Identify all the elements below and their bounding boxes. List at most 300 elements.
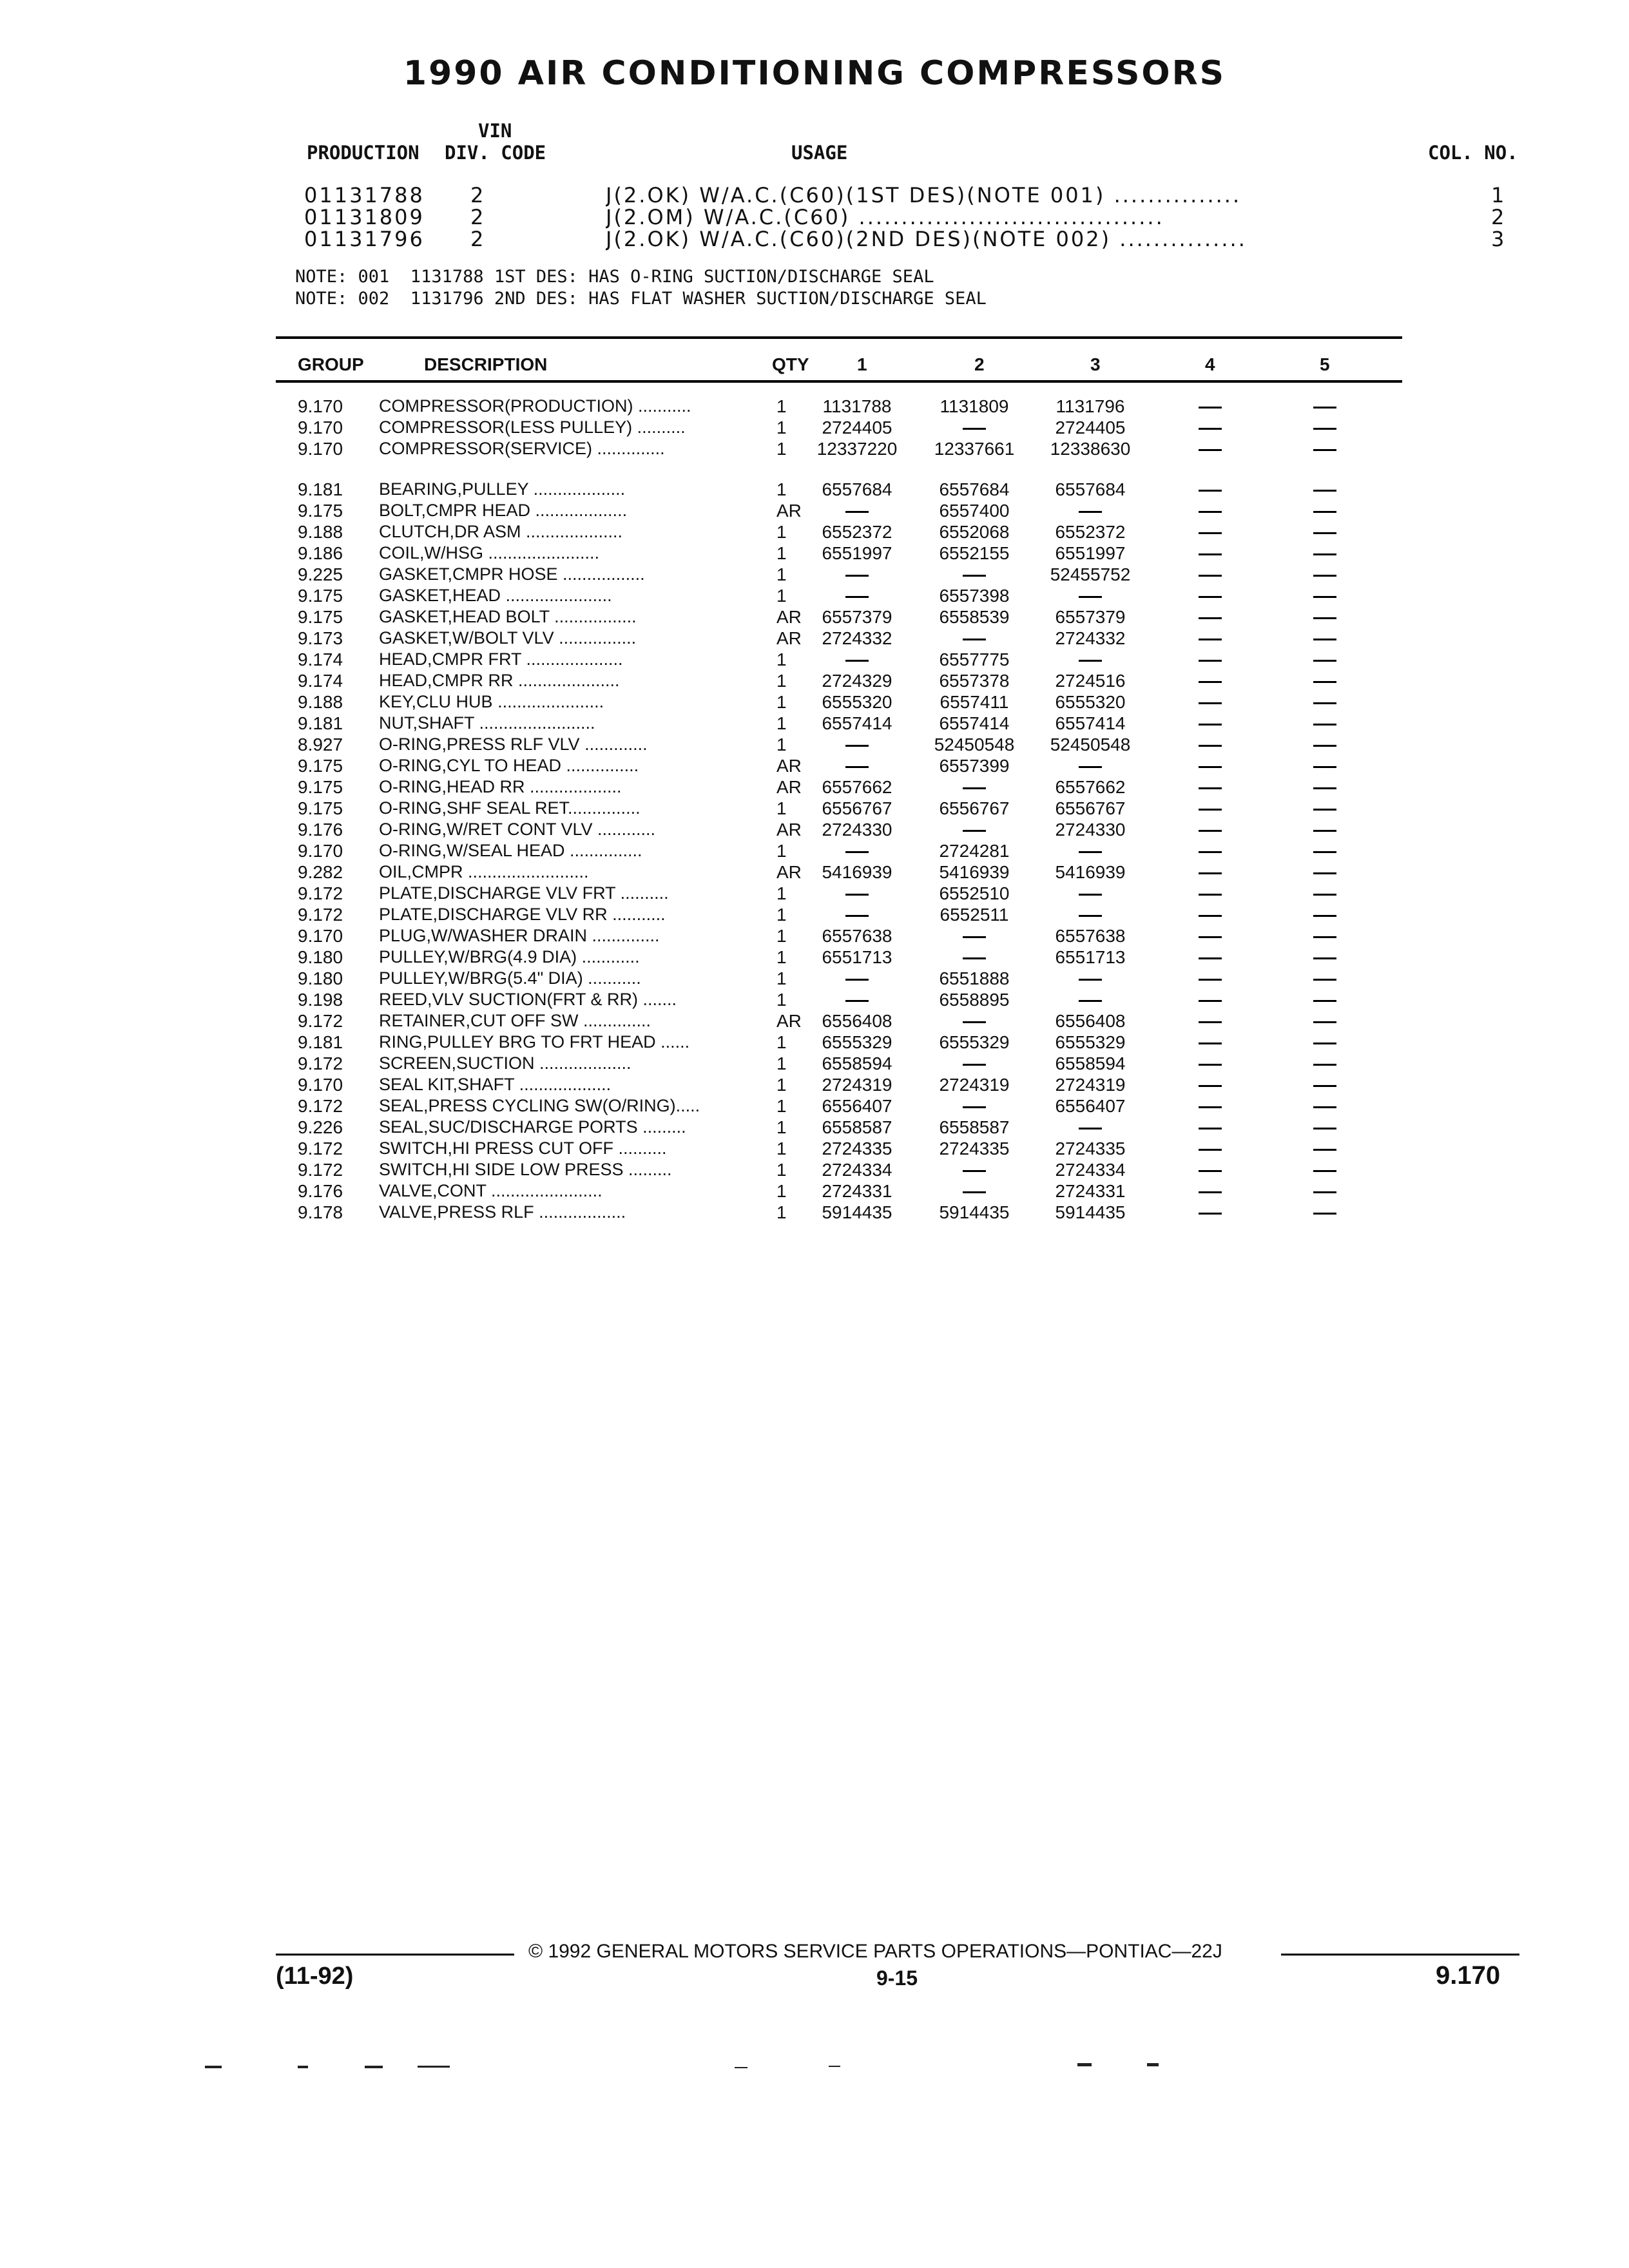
part-description: SWITCH,HI SIDE LOW PRESS ......... — [379, 1160, 672, 1179]
not-applicable-dash — [1306, 989, 1344, 1010]
not-applicable-dash — [916, 628, 1032, 649]
part-number-c1: 5914435 — [822, 1202, 892, 1222]
part-number-c2: 6557398 — [939, 586, 1010, 606]
group-column-header: GROUP — [298, 354, 364, 374]
part-description: O-RING,W/RET CONT VLV ............ — [379, 820, 656, 839]
not-applicable-dash — [799, 500, 915, 521]
table-row — [0, 1053, 1629, 1074]
group-number: 9.226 — [298, 1117, 343, 1137]
part-number-c1: 2724319 — [822, 1075, 892, 1095]
not-applicable-dash — [1032, 989, 1148, 1010]
part-number-c3: 6555329 — [1055, 1032, 1126, 1052]
column-3-header: 3 — [1090, 354, 1101, 374]
not-applicable-dash — [1191, 1202, 1229, 1223]
production-number: 01131796 — [304, 227, 425, 251]
not-applicable-dash — [1306, 798, 1344, 819]
part-number-c2: 6556767 — [939, 798, 1010, 818]
group-number: 9.172 — [298, 1011, 343, 1031]
table-row — [0, 1032, 1629, 1053]
not-applicable-dash — [916, 925, 1032, 947]
not-applicable-dash — [1191, 904, 1229, 925]
scan-artifact — [1147, 2063, 1159, 2066]
not-applicable-dash — [1306, 438, 1344, 459]
part-number-c1: 2724332 — [822, 628, 892, 648]
quantity: 1 — [776, 883, 787, 903]
quantity: 1 — [776, 990, 787, 1010]
scan-artifact — [298, 2066, 308, 2068]
group-number: 8.927 — [298, 735, 343, 754]
group-number: 9.170 — [298, 926, 343, 946]
not-applicable-dash — [799, 840, 915, 861]
table-row — [0, 904, 1629, 925]
table-row — [0, 479, 1629, 500]
quantity: 1 — [776, 947, 787, 967]
quantity: 1 — [776, 841, 787, 861]
quantity: 1 — [776, 1053, 787, 1073]
part-description: GASKET,CMPR HOSE ................. — [379, 564, 645, 584]
not-applicable-dash — [799, 585, 915, 606]
group-number: 9.188 — [298, 522, 343, 542]
group-number: 9.170 — [298, 439, 343, 459]
not-applicable-dash — [916, 947, 1032, 968]
not-applicable-dash — [1191, 1180, 1229, 1202]
table-row — [0, 1138, 1629, 1159]
part-description: PLUG,W/WASHER DRAIN .............. — [379, 926, 660, 945]
group-number: 9.181 — [298, 479, 343, 499]
table-row — [0, 521, 1629, 543]
part-number-c1: 2724335 — [822, 1139, 892, 1158]
not-applicable-dash — [1306, 479, 1344, 500]
part-description: COMPRESSOR(LESS PULLEY) .......... — [379, 418, 686, 437]
part-description: VALVE,CONT ....................... — [379, 1181, 602, 1200]
date-code: (11-92) — [276, 1963, 354, 1990]
column-1-header: 1 — [857, 354, 867, 374]
not-applicable-dash — [1306, 564, 1344, 585]
part-number-c3: 6555320 — [1055, 692, 1126, 712]
division-code: 2 — [470, 205, 486, 229]
part-description: SEAL KIT,SHAFT ................... — [379, 1075, 612, 1094]
quantity: AR — [776, 820, 802, 840]
not-applicable-dash — [1306, 713, 1344, 734]
not-applicable-dash — [1306, 1138, 1344, 1159]
column-number: 3 — [1491, 227, 1507, 251]
scan-artifact — [418, 2066, 450, 2068]
quantity: AR — [776, 1011, 802, 1031]
quantity: 1 — [776, 968, 787, 988]
part-description: NUT,SHAFT ........................ — [379, 713, 595, 733]
part-description: O-RING,SHF SEAL RET............... — [379, 798, 641, 818]
part-description: O-RING,CYL TO HEAD ............... — [379, 756, 639, 775]
not-applicable-dash — [1191, 649, 1229, 670]
not-applicable-dash — [1306, 925, 1344, 947]
group-number: 9.181 — [298, 1032, 343, 1052]
part-description: SEAL,PRESS CYCLING SW(O/RING)..... — [379, 1096, 700, 1115]
part-number-c2: 6557399 — [939, 756, 1010, 776]
table-row — [0, 734, 1629, 755]
not-applicable-dash — [1191, 819, 1229, 840]
part-number-c2: 12337661 — [934, 439, 1015, 459]
not-applicable-dash — [1191, 585, 1229, 606]
group-number: 9.175 — [298, 756, 343, 776]
not-applicable-dash — [1032, 500, 1148, 521]
part-number-c2: 6552511 — [940, 905, 1009, 925]
group-number: 9.176 — [298, 820, 343, 840]
quantity: AR — [776, 628, 802, 648]
group-number: 9.172 — [298, 1096, 343, 1116]
table-row — [0, 947, 1629, 968]
not-applicable-dash — [1306, 1074, 1344, 1095]
part-description: O-RING,HEAD RR ................... — [379, 777, 622, 796]
part-description: PLATE,DISCHARGE VLV RR ........... — [379, 905, 666, 924]
part-number-c1: 6556408 — [822, 1011, 892, 1031]
not-applicable-dash — [799, 883, 915, 904]
part-number-c3: 6558594 — [1055, 1053, 1126, 1073]
part-number-c1: 2724334 — [822, 1160, 892, 1180]
quantity: AR — [776, 777, 802, 797]
part-description: O-RING,PRESS RLF VLV ............. — [379, 735, 648, 754]
table-row — [0, 691, 1629, 713]
scan-artifact — [735, 2067, 747, 2068]
group-number: 9.175 — [298, 798, 343, 818]
not-applicable-dash — [799, 649, 915, 670]
not-applicable-dash — [1306, 1053, 1344, 1074]
table-row — [0, 1159, 1629, 1180]
not-applicable-dash — [1191, 438, 1229, 459]
part-number-c3: 2724319 — [1055, 1075, 1126, 1095]
part-number-c2: 2724335 — [939, 1139, 1010, 1158]
group-number: 9.170 — [298, 396, 343, 416]
not-applicable-dash — [916, 1095, 1032, 1117]
quantity: 1 — [776, 1096, 787, 1116]
not-applicable-dash — [1306, 606, 1344, 628]
table-row — [0, 776, 1629, 798]
not-applicable-dash — [1032, 840, 1148, 861]
quantity: AR — [776, 607, 802, 627]
not-applicable-dash — [1191, 564, 1229, 585]
not-applicable-dash — [1306, 819, 1344, 840]
qty-column-header: QTY — [772, 354, 809, 374]
table-row — [0, 798, 1629, 819]
part-description: COIL,W/HSG ....................... — [379, 543, 600, 562]
group-number: 9.175 — [298, 501, 343, 521]
quantity: 1 — [776, 522, 787, 542]
table-row — [0, 670, 1629, 691]
not-applicable-dash — [916, 1159, 1032, 1180]
not-applicable-dash — [916, 1180, 1032, 1202]
footer-rule-right — [1281, 1954, 1519, 1956]
not-applicable-dash — [1191, 670, 1229, 691]
part-number-c3: 6557684 — [1055, 479, 1126, 499]
description-column-header: DESCRIPTION — [424, 354, 548, 374]
table-top-rule — [276, 336, 1402, 339]
production-number: 01131788 — [304, 183, 425, 207]
not-applicable-dash — [799, 904, 915, 925]
not-applicable-dash — [1191, 734, 1229, 755]
table-row — [0, 1180, 1629, 1202]
not-applicable-dash — [1306, 417, 1344, 438]
not-applicable-dash — [1306, 1180, 1344, 1202]
not-applicable-dash — [1306, 883, 1344, 904]
column-2-header: 2 — [974, 354, 985, 374]
footer-rule-left — [276, 1954, 514, 1956]
part-description: RING,PULLEY BRG TO FRT HEAD ...... — [379, 1032, 690, 1052]
not-applicable-dash — [1306, 755, 1344, 776]
not-applicable-dash — [1306, 1159, 1344, 1180]
part-number-c3: 6557414 — [1055, 713, 1126, 733]
not-applicable-dash — [1306, 840, 1344, 861]
not-applicable-dash — [1191, 861, 1229, 883]
quantity: 1 — [776, 439, 787, 459]
not-applicable-dash — [1191, 1053, 1229, 1074]
quantity: 1 — [776, 586, 787, 606]
not-applicable-dash — [1306, 1032, 1344, 1053]
quantity: AR — [776, 862, 802, 882]
scan-artifact — [205, 2066, 222, 2068]
part-description: KEY,CLU HUB ...................... — [379, 692, 604, 711]
not-applicable-dash — [1032, 585, 1148, 606]
not-applicable-dash — [1306, 734, 1344, 755]
not-applicable-dash — [1191, 776, 1229, 798]
not-applicable-dash — [1306, 1095, 1344, 1117]
not-applicable-dash — [1191, 1032, 1229, 1053]
part-number-c1: 2724329 — [822, 671, 892, 691]
not-applicable-dash — [1191, 691, 1229, 713]
group-number: 9.178 — [298, 1202, 343, 1222]
part-number-c1: 6557379 — [822, 607, 892, 627]
not-applicable-dash — [1306, 521, 1344, 543]
part-number-c1: 6551997 — [822, 543, 892, 563]
not-applicable-dash — [1306, 1117, 1344, 1138]
quantity: 1 — [776, 396, 787, 416]
column-5-header: 5 — [1320, 354, 1330, 374]
part-number-c2: 6555329 — [939, 1032, 1010, 1052]
group-number: 9.180 — [298, 968, 343, 988]
quantity: 1 — [776, 905, 787, 925]
part-description: CLUTCH,DR ASM .................... — [379, 522, 623, 541]
not-applicable-dash — [1306, 396, 1344, 417]
part-description: SCREEN,SUCTION ................... — [379, 1053, 631, 1073]
not-applicable-dash — [1191, 1074, 1229, 1095]
not-applicable-dash — [1191, 543, 1229, 564]
column-4-header: 4 — [1205, 354, 1215, 374]
division-code: 2 — [470, 227, 486, 251]
part-number-c3: 5416939 — [1055, 862, 1126, 882]
part-number-c3: 6556408 — [1055, 1011, 1126, 1031]
quantity: 1 — [776, 649, 787, 669]
column-number: 1 — [1491, 183, 1507, 207]
vin-label: VIN — [478, 120, 512, 142]
part-number-c2: 1131809 — [940, 396, 1009, 416]
page-title: 1990 AIR CONDITIONING COMPRESSORS — [403, 54, 1226, 93]
col-no-header: COL. NO. — [1428, 142, 1518, 164]
table-row — [0, 819, 1629, 840]
table-row — [0, 1010, 1629, 1032]
not-applicable-dash — [1032, 1117, 1148, 1138]
part-number-c1: 6555320 — [822, 692, 892, 712]
not-applicable-dash — [1306, 947, 1344, 968]
part-number-c2: 6558895 — [939, 990, 1010, 1010]
part-number-c2: 2724281 — [939, 841, 1010, 861]
part-number-c1: 6556767 — [822, 798, 892, 818]
not-applicable-dash — [1306, 861, 1344, 883]
part-number-c2: 6557378 — [939, 671, 1010, 691]
not-applicable-dash — [799, 755, 915, 776]
not-applicable-dash — [1191, 968, 1229, 989]
part-number-c3: 2724332 — [1055, 628, 1126, 648]
quantity: 1 — [776, 1139, 787, 1158]
table-row — [0, 840, 1629, 861]
not-applicable-dash — [1306, 670, 1344, 691]
not-applicable-dash — [1191, 521, 1229, 543]
not-applicable-dash — [1306, 1010, 1344, 1032]
part-number-c1: 6557662 — [822, 777, 892, 797]
part-number-c2: 6551888 — [939, 968, 1010, 988]
table-row — [0, 1202, 1629, 1223]
part-description: SEAL,SUC/DISCHARGE PORTS ......... — [379, 1117, 686, 1137]
usage-text: J(2.OK) W/A.C.(C60)(1ST DES)(NOTE 001) ............... — [606, 183, 1242, 207]
not-applicable-dash — [1191, 989, 1229, 1010]
column-number: 2 — [1491, 205, 1507, 229]
production-number: 01131809 — [304, 205, 425, 229]
part-number-c1: 6558594 — [822, 1053, 892, 1073]
part-number-c2: 6552510 — [939, 883, 1010, 903]
part-number-c2: 6557684 — [939, 479, 1010, 499]
table-row — [0, 861, 1629, 883]
not-applicable-dash — [916, 819, 1032, 840]
scan-artifact — [365, 2066, 383, 2068]
not-applicable-dash — [1191, 925, 1229, 947]
part-description: RETAINER,CUT OFF SW .............. — [379, 1011, 651, 1030]
not-applicable-dash — [1191, 755, 1229, 776]
copyright-line: © 1992 GENERAL MOTORS SERVICE PARTS OPERATIONS—PONTIAC—22J — [528, 1941, 1222, 1962]
part-description: COMPRESSOR(PRODUCTION) ........... — [379, 396, 691, 416]
quantity: 1 — [776, 926, 787, 946]
quantity: 1 — [776, 713, 787, 733]
not-applicable-dash — [1191, 883, 1229, 904]
not-applicable-dash — [1191, 1117, 1229, 1138]
div-code-header: DIV. CODE — [445, 142, 546, 164]
not-applicable-dash — [1306, 776, 1344, 798]
group-number: 9.173 — [298, 628, 343, 648]
not-applicable-dash — [1306, 543, 1344, 564]
note-line: NOTE: 002 1131796 2ND DES: HAS FLAT WASHER SUCTION/DISCHARGE SEAL — [295, 289, 987, 309]
part-description: PULLEY,W/BRG(4.9 DIA) ............ — [379, 947, 640, 966]
group-number: 9.175 — [298, 607, 343, 627]
quantity: 1 — [776, 543, 787, 563]
group-number: 9.181 — [298, 713, 343, 733]
usage-text: J(2.OM) W/A.C.(C60) .................................... — [606, 205, 1164, 229]
part-number-c3: 6551997 — [1055, 543, 1126, 563]
not-applicable-dash — [1191, 798, 1229, 819]
quantity: 1 — [776, 418, 787, 437]
group-number: 9.188 — [298, 692, 343, 712]
not-applicable-dash — [1032, 904, 1148, 925]
group-number: 9.175 — [298, 586, 343, 606]
part-description: O-RING,W/SEAL HEAD ............... — [379, 841, 642, 860]
not-applicable-dash — [1191, 1010, 1229, 1032]
not-applicable-dash — [916, 1053, 1032, 1074]
group-number: 9.172 — [298, 1160, 343, 1180]
section-number: 9.170 — [1436, 1961, 1501, 1990]
part-number-c3: 6556407 — [1055, 1096, 1126, 1116]
table-row — [0, 500, 1629, 521]
not-applicable-dash — [916, 776, 1032, 798]
table-row — [0, 989, 1629, 1010]
part-number-c2: 52450548 — [934, 735, 1015, 754]
not-applicable-dash — [799, 734, 915, 755]
group-number: 9.172 — [298, 1053, 343, 1073]
not-applicable-dash — [1306, 649, 1344, 670]
table-row — [0, 1074, 1629, 1095]
quantity: 1 — [776, 1032, 787, 1052]
group-number: 9.172 — [298, 1139, 343, 1158]
group-number: 9.198 — [298, 990, 343, 1010]
group-number: 9.176 — [298, 1181, 343, 1201]
part-number-c3: 12338630 — [1050, 439, 1131, 459]
not-applicable-dash — [1306, 691, 1344, 713]
part-number-c1: 6558587 — [822, 1117, 892, 1137]
group-number: 9.170 — [298, 841, 343, 861]
part-number-c3: 6556767 — [1055, 798, 1126, 818]
part-number-c1: 6557638 — [822, 926, 892, 946]
not-applicable-dash — [799, 968, 915, 989]
not-applicable-dash — [1191, 396, 1229, 417]
part-number-c2: 6557411 — [940, 692, 1009, 712]
group-number: 9.186 — [298, 543, 343, 563]
table-row — [0, 925, 1629, 947]
part-number-c3: 2724405 — [1055, 418, 1126, 437]
group-number: 9.174 — [298, 649, 343, 669]
not-applicable-dash — [1306, 585, 1344, 606]
part-number-c3: 6557662 — [1055, 777, 1126, 797]
group-number: 9.180 — [298, 947, 343, 967]
group-number: 9.175 — [298, 777, 343, 797]
part-number-c1: 2724330 — [822, 820, 892, 840]
not-applicable-dash — [1306, 1202, 1344, 1223]
table-row — [0, 417, 1629, 438]
usage-text: J(2.OK) W/A.C.(C60)(2ND DES)(NOTE 002) ............... — [606, 227, 1247, 251]
production-header: PRODUCTION — [307, 142, 419, 164]
not-applicable-dash — [1191, 1159, 1229, 1180]
part-description: PULLEY,W/BRG(5.4" DIA) ........... — [379, 968, 641, 988]
not-applicable-dash — [1191, 500, 1229, 521]
part-number-c1: 5416939 — [822, 862, 892, 882]
quantity: 1 — [776, 1202, 787, 1222]
part-description: BEARING,PULLEY ................... — [379, 479, 626, 499]
not-applicable-dash — [1191, 606, 1229, 628]
table-row — [0, 606, 1629, 628]
part-number-c3: 2724334 — [1055, 1160, 1126, 1180]
not-applicable-dash — [1306, 500, 1344, 521]
quantity: AR — [776, 501, 802, 521]
part-number-c2: 6552155 — [939, 543, 1010, 563]
part-description: HEAD,CMPR RR ..................... — [379, 671, 620, 690]
table-row — [0, 649, 1629, 670]
part-number-c2: 6552068 — [939, 522, 1010, 542]
page-number: 9-15 — [876, 1966, 918, 1990]
part-description: HEAD,CMPR FRT .................... — [379, 649, 623, 669]
not-applicable-dash — [1032, 649, 1148, 670]
part-number-c1: 6557414 — [822, 713, 892, 733]
table-row — [0, 396, 1629, 417]
group-number: 9.282 — [298, 862, 343, 882]
part-number-c2: 6557414 — [939, 713, 1010, 733]
part-description: GASKET,HEAD BOLT ................. — [379, 607, 637, 626]
scan-artifact — [1077, 2063, 1092, 2066]
table-row — [0, 713, 1629, 734]
not-applicable-dash — [916, 1010, 1032, 1032]
part-number-c2: 6557400 — [939, 501, 1010, 521]
